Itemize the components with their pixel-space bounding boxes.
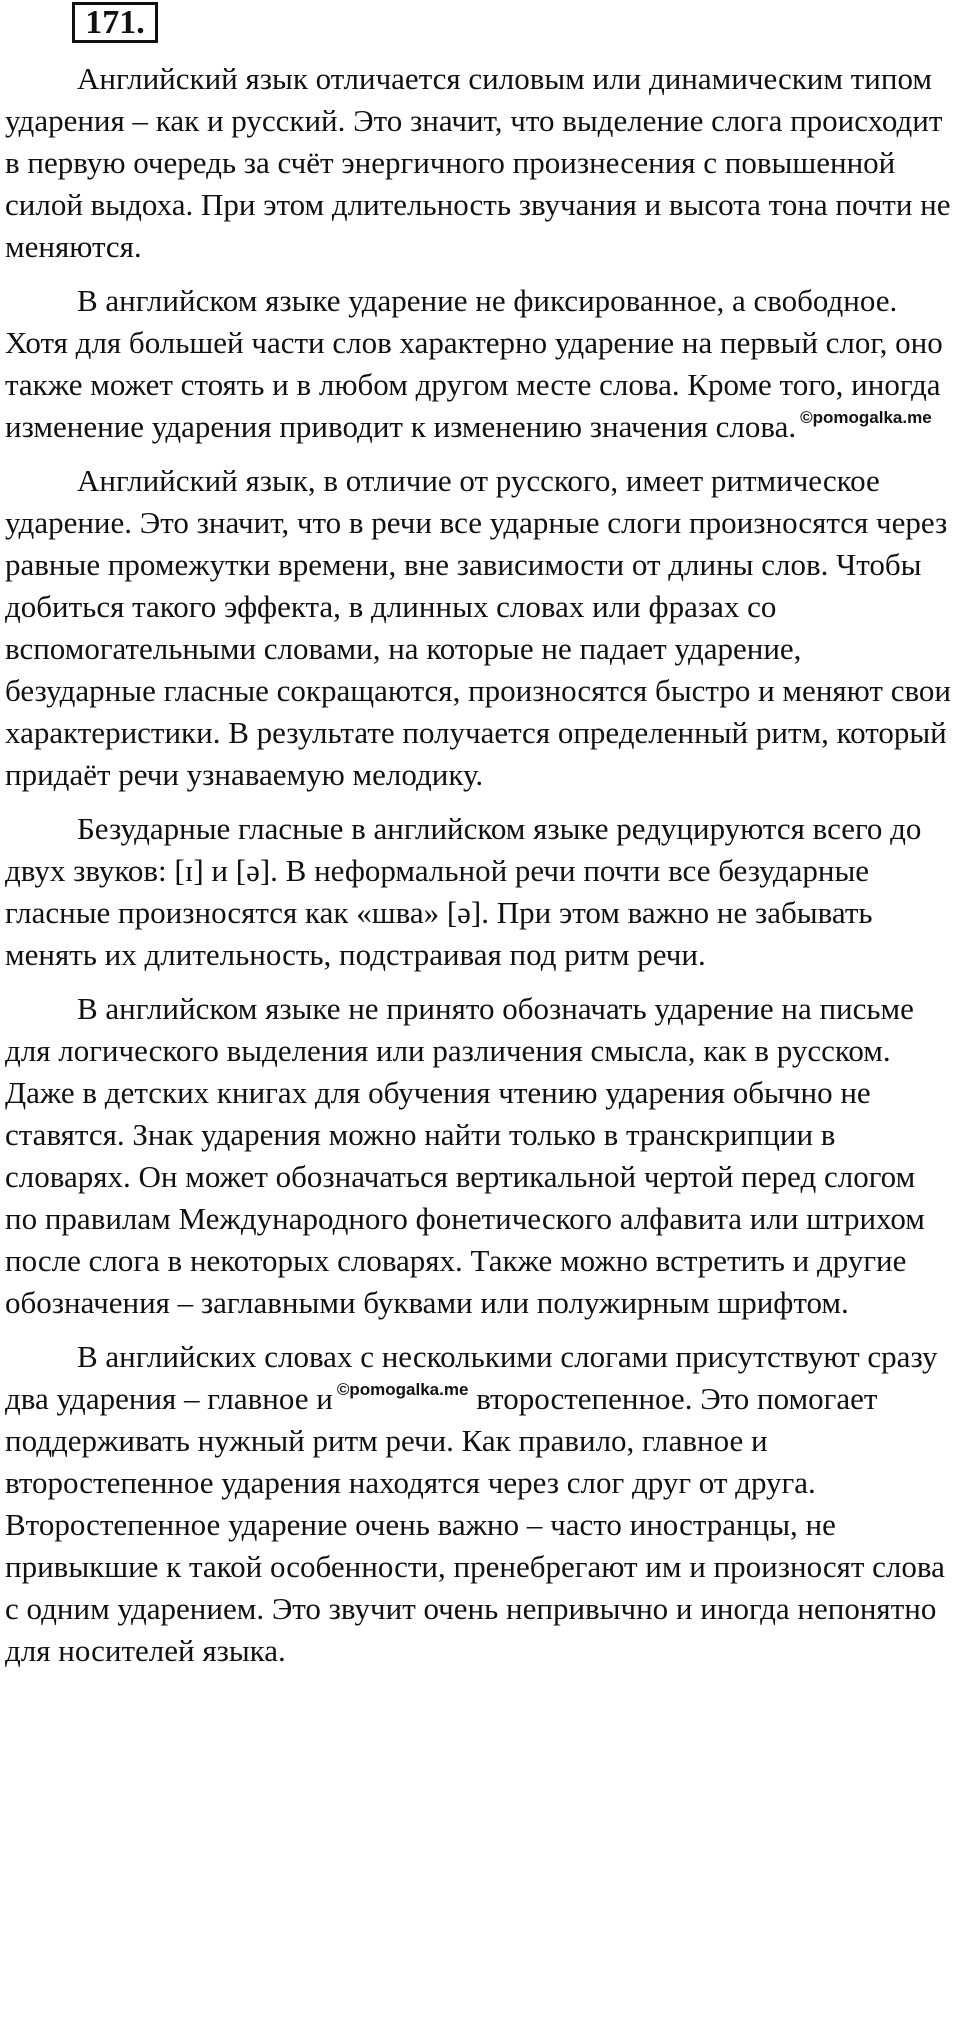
paragraph-text: Английский язык, в отличие от русского, имеет ритмическое ударение. Это значит, что в речи все ударные слоги произносятся через равные промежутки времени, вне зависимости от длины слов. Чтобы добиться такого эффекта, в длинных словах или фразах со вспомогательными словами, на которые не падает ударение, безударные гласные сокращаются, произносятся быстро и меняют свои характеристики. В результате получается определенный ритм, который придаёт речи узнаваемую мелодику. bbox=[5, 463, 951, 792]
paragraph bbox=[5, 280, 955, 448]
paragraph-text: Английский язык отличается силовым или динамическим типом ударения – как и русский. Это значит, что выделение слога происходит в первую очередь за счёт энергичного произнесения с повышенной силой выдоха. При этом длительность звучания и высота тона почти не меняются. bbox=[5, 61, 951, 264]
watermark-text: ©pomogalka.me bbox=[336, 1380, 469, 1399]
paragraph-text: второстепенное. Это помогает поддерживать нужный ритм речи. Как правило, главное и второстепенное ударения находятся через слог друг от друга. Второстепенное ударение очень важно – часто иностранцы, не привыкшие к такой особенности, пренебрегают им и произносят слова с одним ударением. Это звучит очень непривычно и иногда непонятно для носителей языка. bbox=[5, 1381, 945, 1668]
document-body bbox=[5, 58, 955, 1684]
paragraph bbox=[5, 460, 955, 796]
paragraph bbox=[5, 808, 955, 976]
paragraph-text: Безударные гласные в английском языке редуцируются всего до двух звуков: [ɪ] и [ə]. В неформальной речи почти все безударные гласные произносятся как «шва» [ə]. При этом важно не забывать менять их длительность, подстраивая под ритм речи. bbox=[5, 811, 922, 972]
paragraph bbox=[5, 988, 955, 1324]
paragraph-text: В английских словах с несколькими слогами присутствуют сразу два ударения – главное и bbox=[5, 1339, 938, 1416]
paragraph-text: В английском языке ударение не фиксированное, а свободное. Хотя для большей части слов характерно ударение на первый слог, оно также может стоять и в любом другом месте слова. Кроме того, иногда изменение ударения приводит к изменению значения слова. bbox=[5, 283, 943, 444]
watermark-text: ©pomogalka.me bbox=[800, 408, 932, 427]
paragraph bbox=[5, 58, 955, 268]
task-number-box: 171. bbox=[72, 2, 158, 43]
paragraph-text: В английском языке не принято обозначать ударение на письме для логического выделения или различения смысла, как в русском. Даже в детских книгах для обучения чтению ударения обычно не ставятся. Знак ударения можно найти только в транскрипции в словарях. Он может обозначаться вертикальной чертой перед слогом по правилам Международного фонетического алфавита или штрихом после слога в некоторых словарях. Также можно встретить и другие обозначения – заглавными буквами или полужирным шрифтом. bbox=[5, 991, 925, 1320]
paragraph bbox=[5, 1336, 955, 1672]
